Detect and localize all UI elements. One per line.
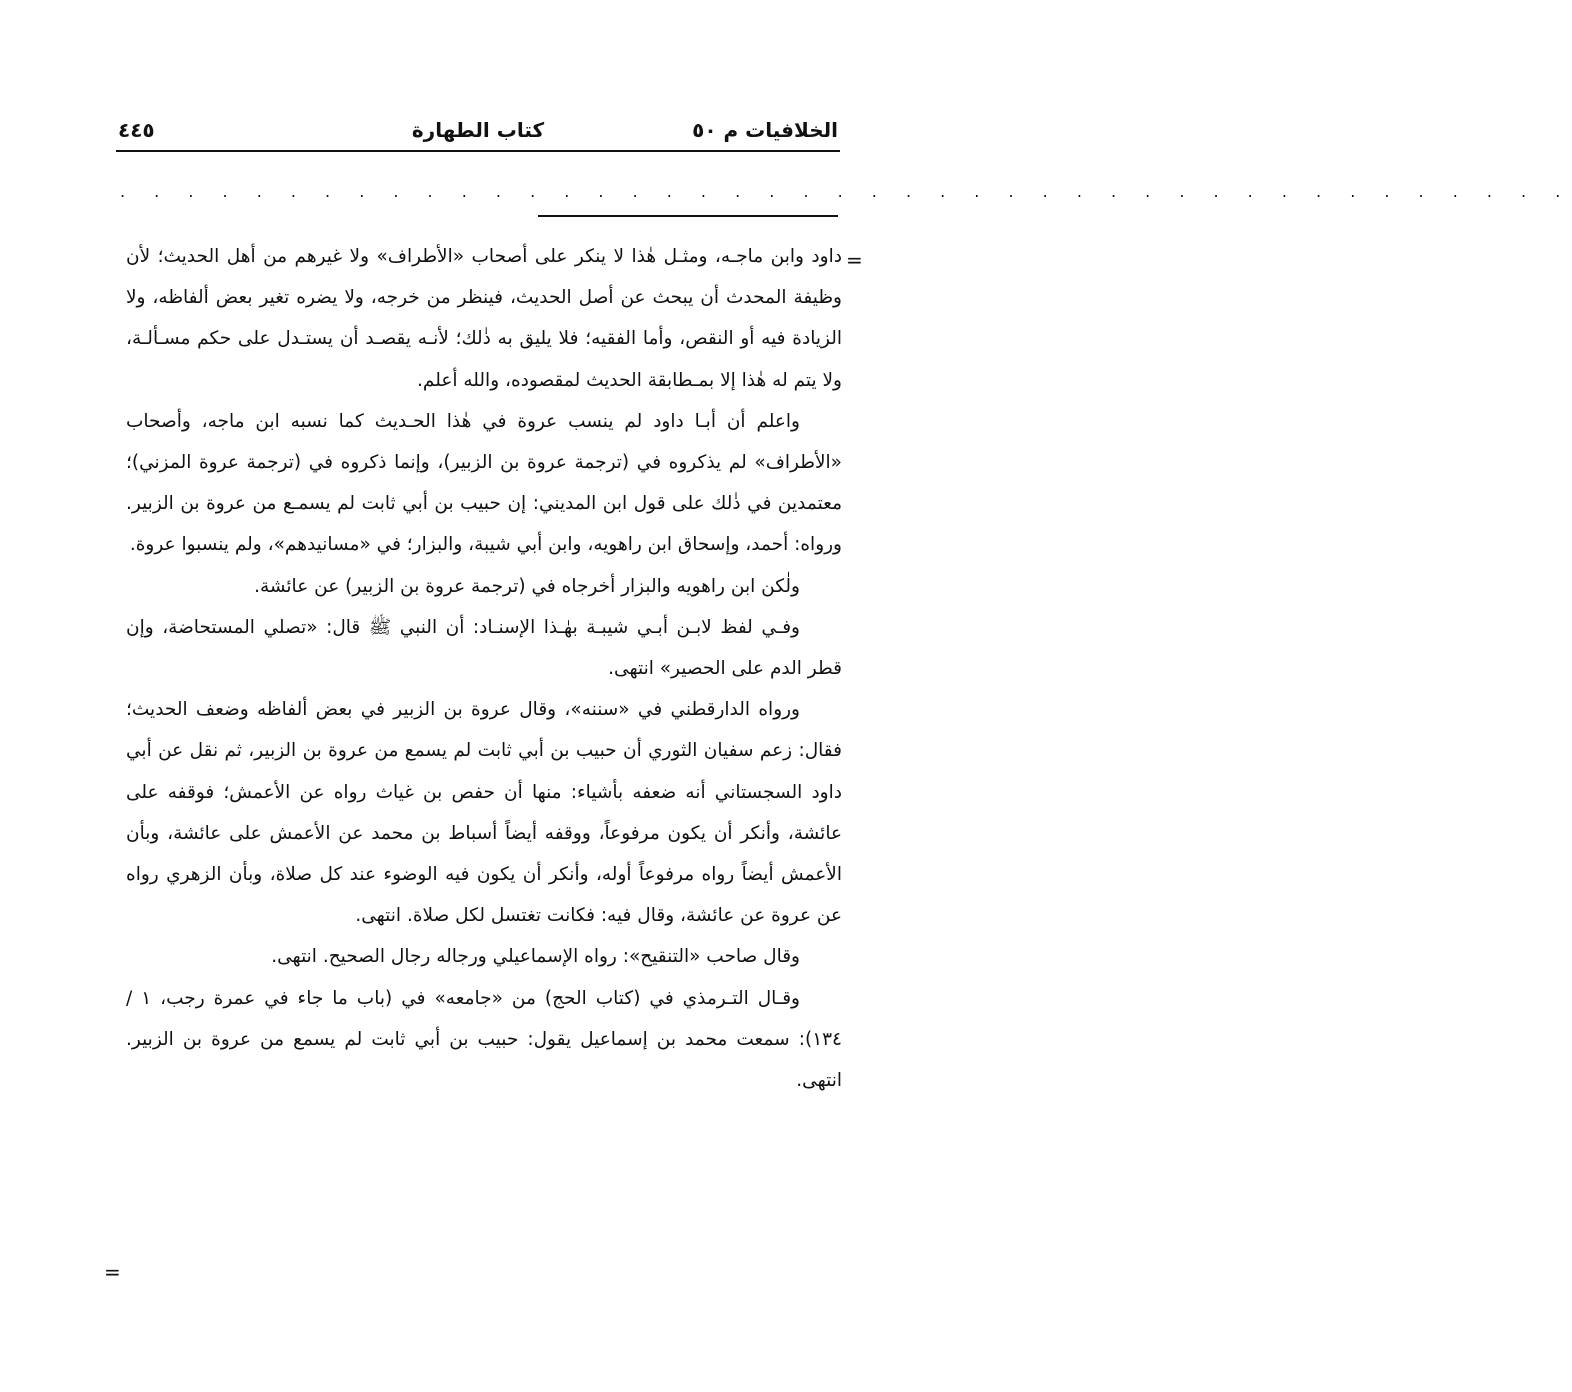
header-book-title: كتاب الطهارة: [411, 118, 545, 142]
running-header: [118, 112, 838, 148]
continuation-marker: =: [846, 248, 863, 272]
header-volume-label: الخلافيات م ٥٠: [692, 118, 838, 142]
page-number: ٤٤٥: [118, 118, 155, 142]
paragraph-5: ورواه الدارقطني في «سننه»، وقال عروة بن الزبير في بعض ألفاظه وضعف الحديث؛ فقال: زعم سفيان الثوري أن حبيب بن أبي ثابت لم يسمع من عروة بن الزبير، ثم نقل عن أبي داود السجستاني أنه ضعفه بأشياء: منها أن حفص بن غياث رواه عن الأعمش؛ فوقفه على عائشة، وأنكر أن يكون مرفوعاً، ووقفه أيضاً أسباط بن محمد عن الأعمش على عائشة، وبأن الأعمش أيضاً رواه مرفوعاً أوله، وأنكر أن يكون فيه الوضوء عند كل صلاة، وبأن الزهري رواه عن عروة عن عائشة، وقال فيه: فكانت تغتسل لكل صلاة. انتهى.: [126, 699, 842, 927]
header-rule: [116, 150, 840, 152]
paragraph-4: وفـي لفظ لابـن أبـي شيبـة بهٰـذا الإسنـاد: أن النبي ﷺ قال: «تصلي المستحاضة، وإن قطر الدم على الحصير» انتهى.: [126, 616, 842, 680]
paragraph-3: ولٰكن ابن راهويه والبزار أخرجاه في (ترجمة عروة بن الزبير) عن عائشة.: [254, 575, 800, 597]
paragraph-6: وقال صاحب «التنقيح»: رواه الإسماعيلي ورجاله رجال الصحيح. انتهى.: [271, 946, 800, 968]
paragraph-1: داود وابن ماجـه، ومثـل هٰذا لا ينكر على أصحاب «الأطراف» ولا غيرهم من أهل الحديث؛ لأن وظيفة المحدث أن يبحث عن أصل الحديث، فينظر من خرجه، ولا يضره تغير بعض ألفاظه، ولا الزيادة فيه أو النقص، وأما الفقيه؛ فلا يليق به ذٰلك؛ لأنـه يقصـد أن يستـدل على حكم مسـألـة، ولا يتم له هٰذا إلا بمـطابقة الحديث لمقصوده، والله أعلم.: [126, 246, 842, 391]
footnote-rule: [538, 215, 838, 217]
paragraph-2: واعلم أن أبـا داود لم ينسب عروة في هٰذا الحـديث كما نسبه ابن ماجه، وأصحاب «الأطراف» لم يذكروه في (ترجمة عروة بن الزبير)، وإنما ذكروه في (ترجمة عروة المزني)؛ معتمدين في ذٰلك على قول ابن المديني: إن حبيب بن أبي ثابت لم يسمـع من عروة بن الزبير. ورواه: أحمد، وإسحاق ابن راهويه، وابن أبي شيبة، والبزار؛ في «مسانيدهم»، ولم ينسبوا عروة.: [126, 410, 842, 556]
dotted-separator: . . . . . . . . . . . . . . . . . . . . . . . . . . . . . . . . . . . . . . . . . . .: [120, 182, 1572, 201]
end-continuation-marker: =: [104, 1260, 121, 1284]
paragraph-7: وقـال التـرمذي في (كتاب الحج) من «جامعه» في (باب ما جاء في عمرة رجب، ١ / ١٣٤): سمعت محمد بن إسماعيل يقول: حبيب بن أبي ثابت لم يسمع من عروة بن الزبير. انتهى.: [126, 987, 842, 1092]
footnote-body: [126, 236, 842, 1316]
